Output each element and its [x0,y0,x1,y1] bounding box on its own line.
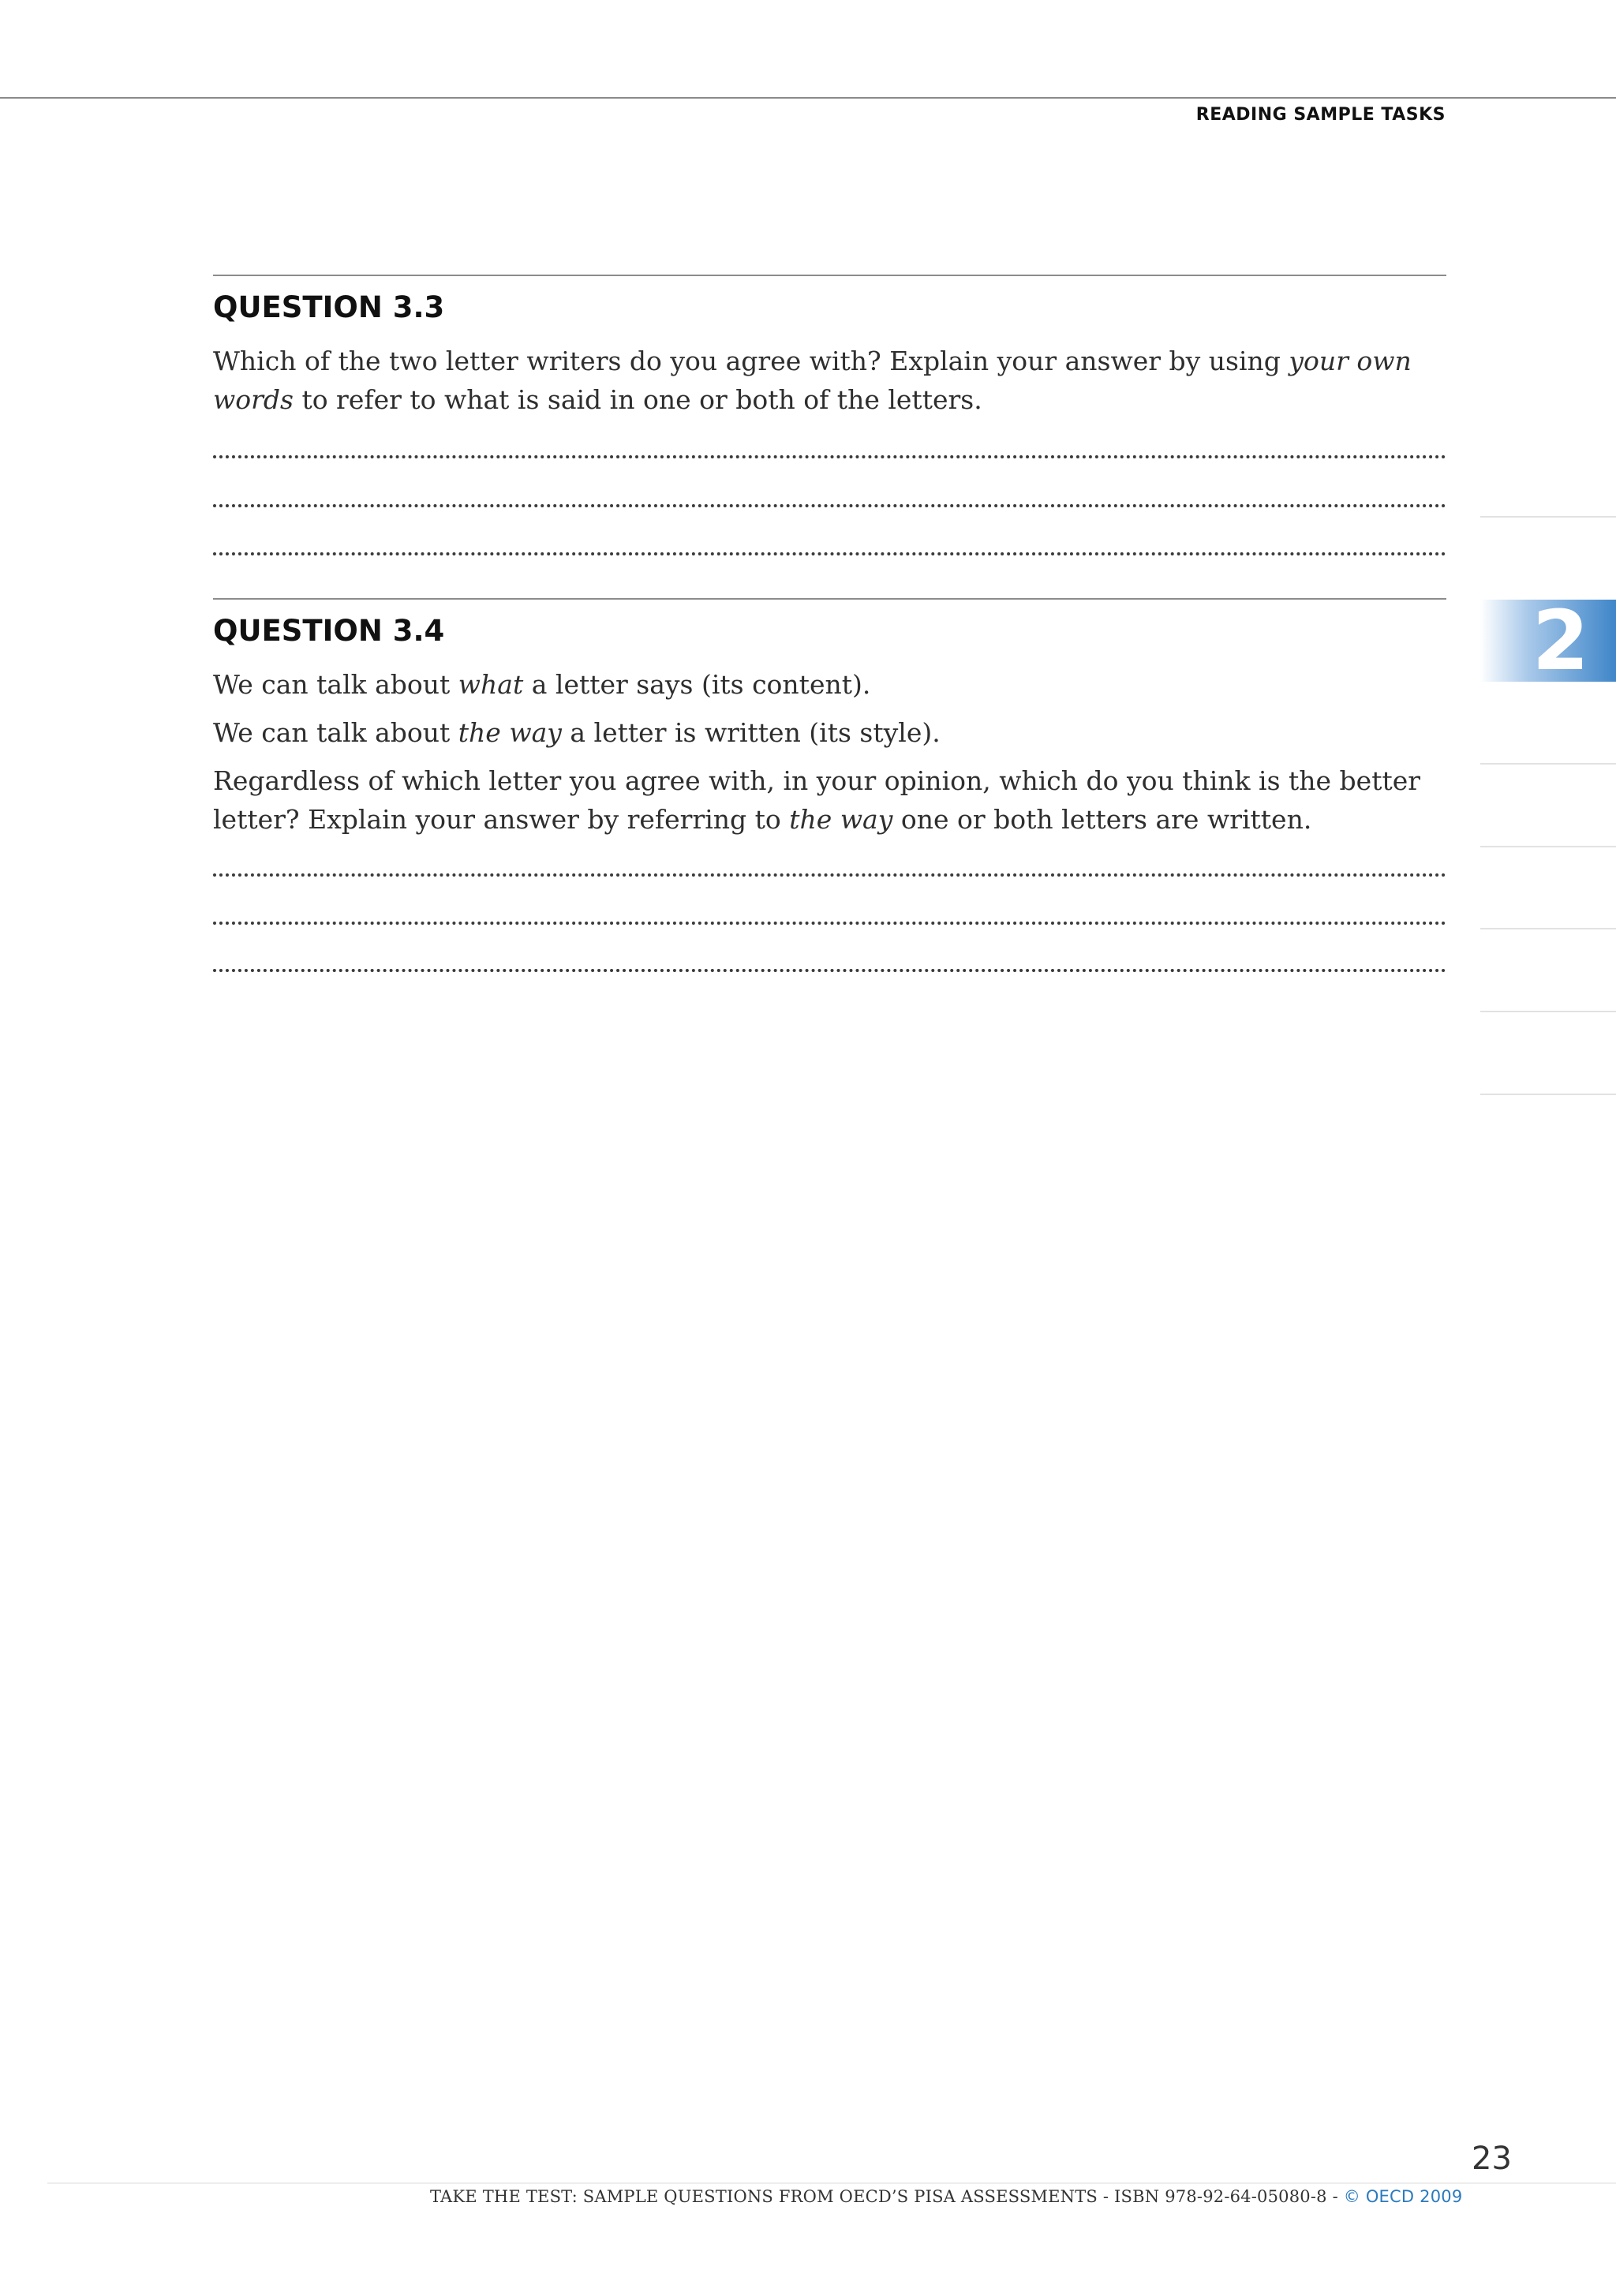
answer-line[interactable] [213,504,1446,507]
prompt-text: one or both letters are written. [892,804,1312,835]
prompt-emphasis: the way [789,804,893,835]
chapter-tab [1480,593,1616,689]
question-3-3-prompt [213,342,1456,419]
answer-line[interactable] [213,873,1446,877]
prompt-text: Which of the two letter writers do you agree with? Explain your answer by using [213,346,1289,376]
question-3-4-prompt [213,665,1456,839]
chapter-index-divider [1480,928,1616,929]
footer-text: TAKE THE TEST: SAMPLE QUESTIONS FROM OECD’S PISA ASSESSMENTS - ISBN 978-92-64-05080-8 - [430,2187,1344,2206]
prompt-text: Regardless of which letter you agree with, in your opinion, which do you think is the better letter? Explain your answer by referring to [213,765,1421,835]
chapter-index-divider [1480,1011,1616,1012]
question-3-4-paragraph [213,713,1456,752]
prompt-text: a letter says (its content). [523,669,871,700]
prompt-emphasis: the way [458,717,562,748]
running-head: READING SAMPLE TASKS [1195,105,1446,125]
answer-line[interactable] [213,922,1446,925]
question-3-4-paragraph [213,761,1456,839]
copyright: © OECD 2009 [1343,2187,1463,2206]
header-rule [0,97,1616,99]
question-3-4-heading: QUESTION 3.4 [213,614,445,648]
chapter-index-divider [1480,1094,1616,1095]
footer-rule [47,2182,1616,2184]
prompt-text: We can talk about [213,717,458,748]
prompt-emphasis: what [458,669,524,700]
chapter-index-divider [1480,846,1616,847]
answer-line[interactable] [213,969,1446,972]
prompt-text: to refer to what is said in one or both of the letters. [293,384,982,415]
chapter-number: 2 [1532,593,1589,689]
prompt-emphasis: your own words [213,346,1412,415]
question-3-3-paragraph [213,342,1456,419]
question-3-4-paragraph [213,665,1456,704]
question-3-3-heading: QUESTION 3.3 [213,290,445,324]
chapter-index-divider [1480,763,1616,765]
question-3-4-rule [213,598,1446,600]
answer-line[interactable] [213,552,1446,555]
answer-line[interactable] [213,455,1446,458]
prompt-text: a letter is written (its style). [561,717,941,748]
chapter-index-divider [1480,516,1616,518]
prompt-text: We can talk about [213,669,458,700]
question-3-3-rule [213,275,1446,276]
page-number: 23 [1472,2141,1512,2177]
footer [430,2187,1462,2206]
